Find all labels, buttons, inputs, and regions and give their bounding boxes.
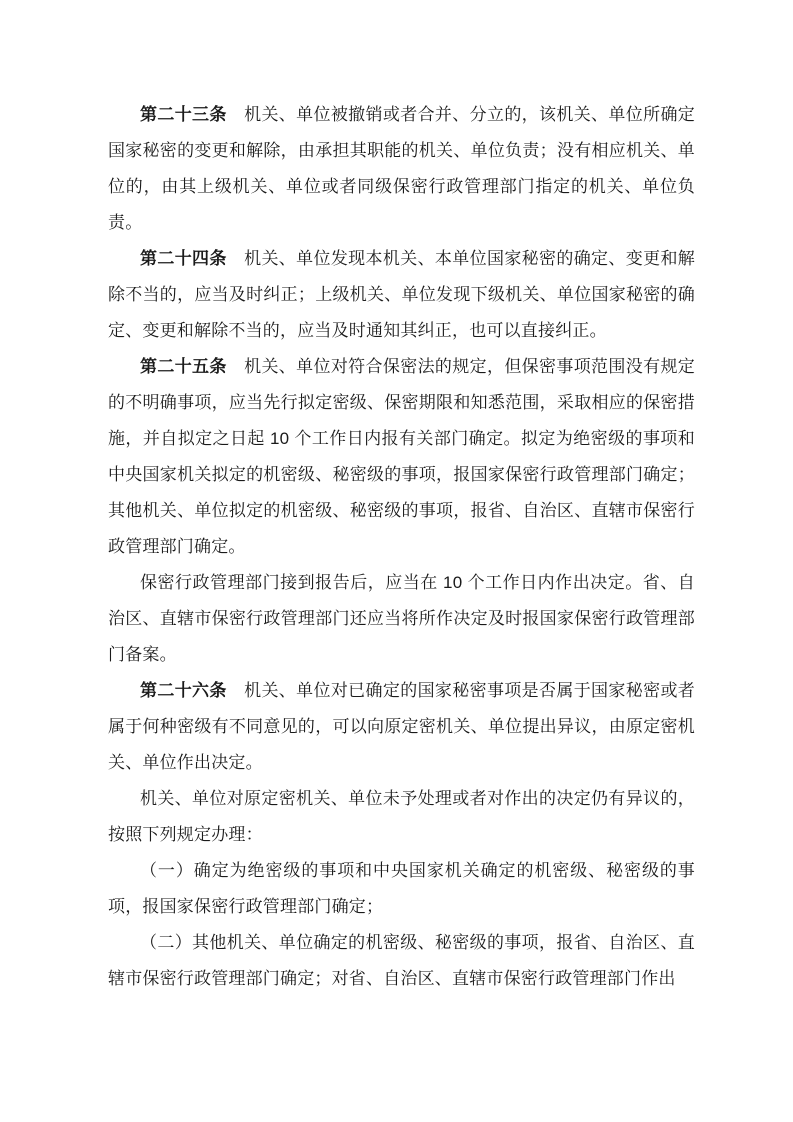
law-paragraph-article-26-item-1 [108,853,695,925]
article-25-number: 第二十五条 [140,357,227,376]
law-paragraph-article-26 [108,673,695,781]
article-26-item-2-text: （二）其他机关、单位确定的机密级、秘密级的事项，报省、自治区、直辖市保密行政管理部门确定；对省、自治区、直辖市保密行政管理部门作出 [108,933,695,988]
law-paragraph-article-25-clause-2 [108,565,695,673]
article-25-clause-2-text: 保密行政管理部门接到报告后，应当在 10 个工作日内作出决定。省、自治区、直辖市保密行政管理部门还应当将所作决定及时报国家保密行政管理部门备案。 [108,573,695,664]
article-23-text: 机关、单位被撤销或者合并、分立的，该机关、单位所确定国家秘密的变更和解除，由承担其职能的机关、单位负责；没有相应机关、单位的，由其上级机关、单位或者同级保密行政管理部门指定的机关、单位负责。 [108,105,696,232]
article-24-number: 第二十四条 [140,249,227,268]
article-23-number: 第二十三条 [140,105,227,124]
article-26-number: 第二十六条 [140,681,227,700]
law-paragraph-article-26-clause-2 [108,781,695,853]
article-26-item-1-text: （一）确定为绝密级的事项和中央国家机关确定的机密级、秘密级的事项，报国家保密行政管理部门确定； [108,861,695,916]
law-paragraph-article-25 [108,349,695,565]
article-26-clause-2-text: 机关、单位对原定密机关、单位未予处理或者对作出的决定仍有异议的，按照下列规定办理： [108,789,695,844]
article-25-text: 机关、单位对符合保密法的规定，但保密事项范围没有规定的不明确事项，应当先行拟定密级、保密期限和知悉范围，采取相应的保密措施，并自拟定之日起 10 个工作日内报有关部门确定。拟定为绝密级的事项和中央国家机关拟定的机密级、秘密级的事项，报国家保密行政管理部门确定；其他机关、单位拟定的机密级、秘密级的事项，报省、自治区、直辖市保密行政管理部门确定。 [108,357,696,556]
law-paragraph-article-23 [108,97,695,241]
article-26-text: 机关、单位对已确定的国家秘密事项是否属于国家秘密或者属于何种密级有不同意见的，可以向原定密机关、单位提出异议，由原定密机关、单位作出决定。 [108,681,696,772]
law-paragraph-article-26-item-2 [108,925,695,997]
law-paragraph-article-24 [108,241,695,349]
article-24-text: 机关、单位发现本机关、本单位国家秘密的确定、变更和解除不当的，应当及时纠正；上级机关、单位发现下级机关、单位国家秘密的确定、变更和解除不当的，应当及时通知其纠正，也可以直接纠正。 [108,249,696,340]
